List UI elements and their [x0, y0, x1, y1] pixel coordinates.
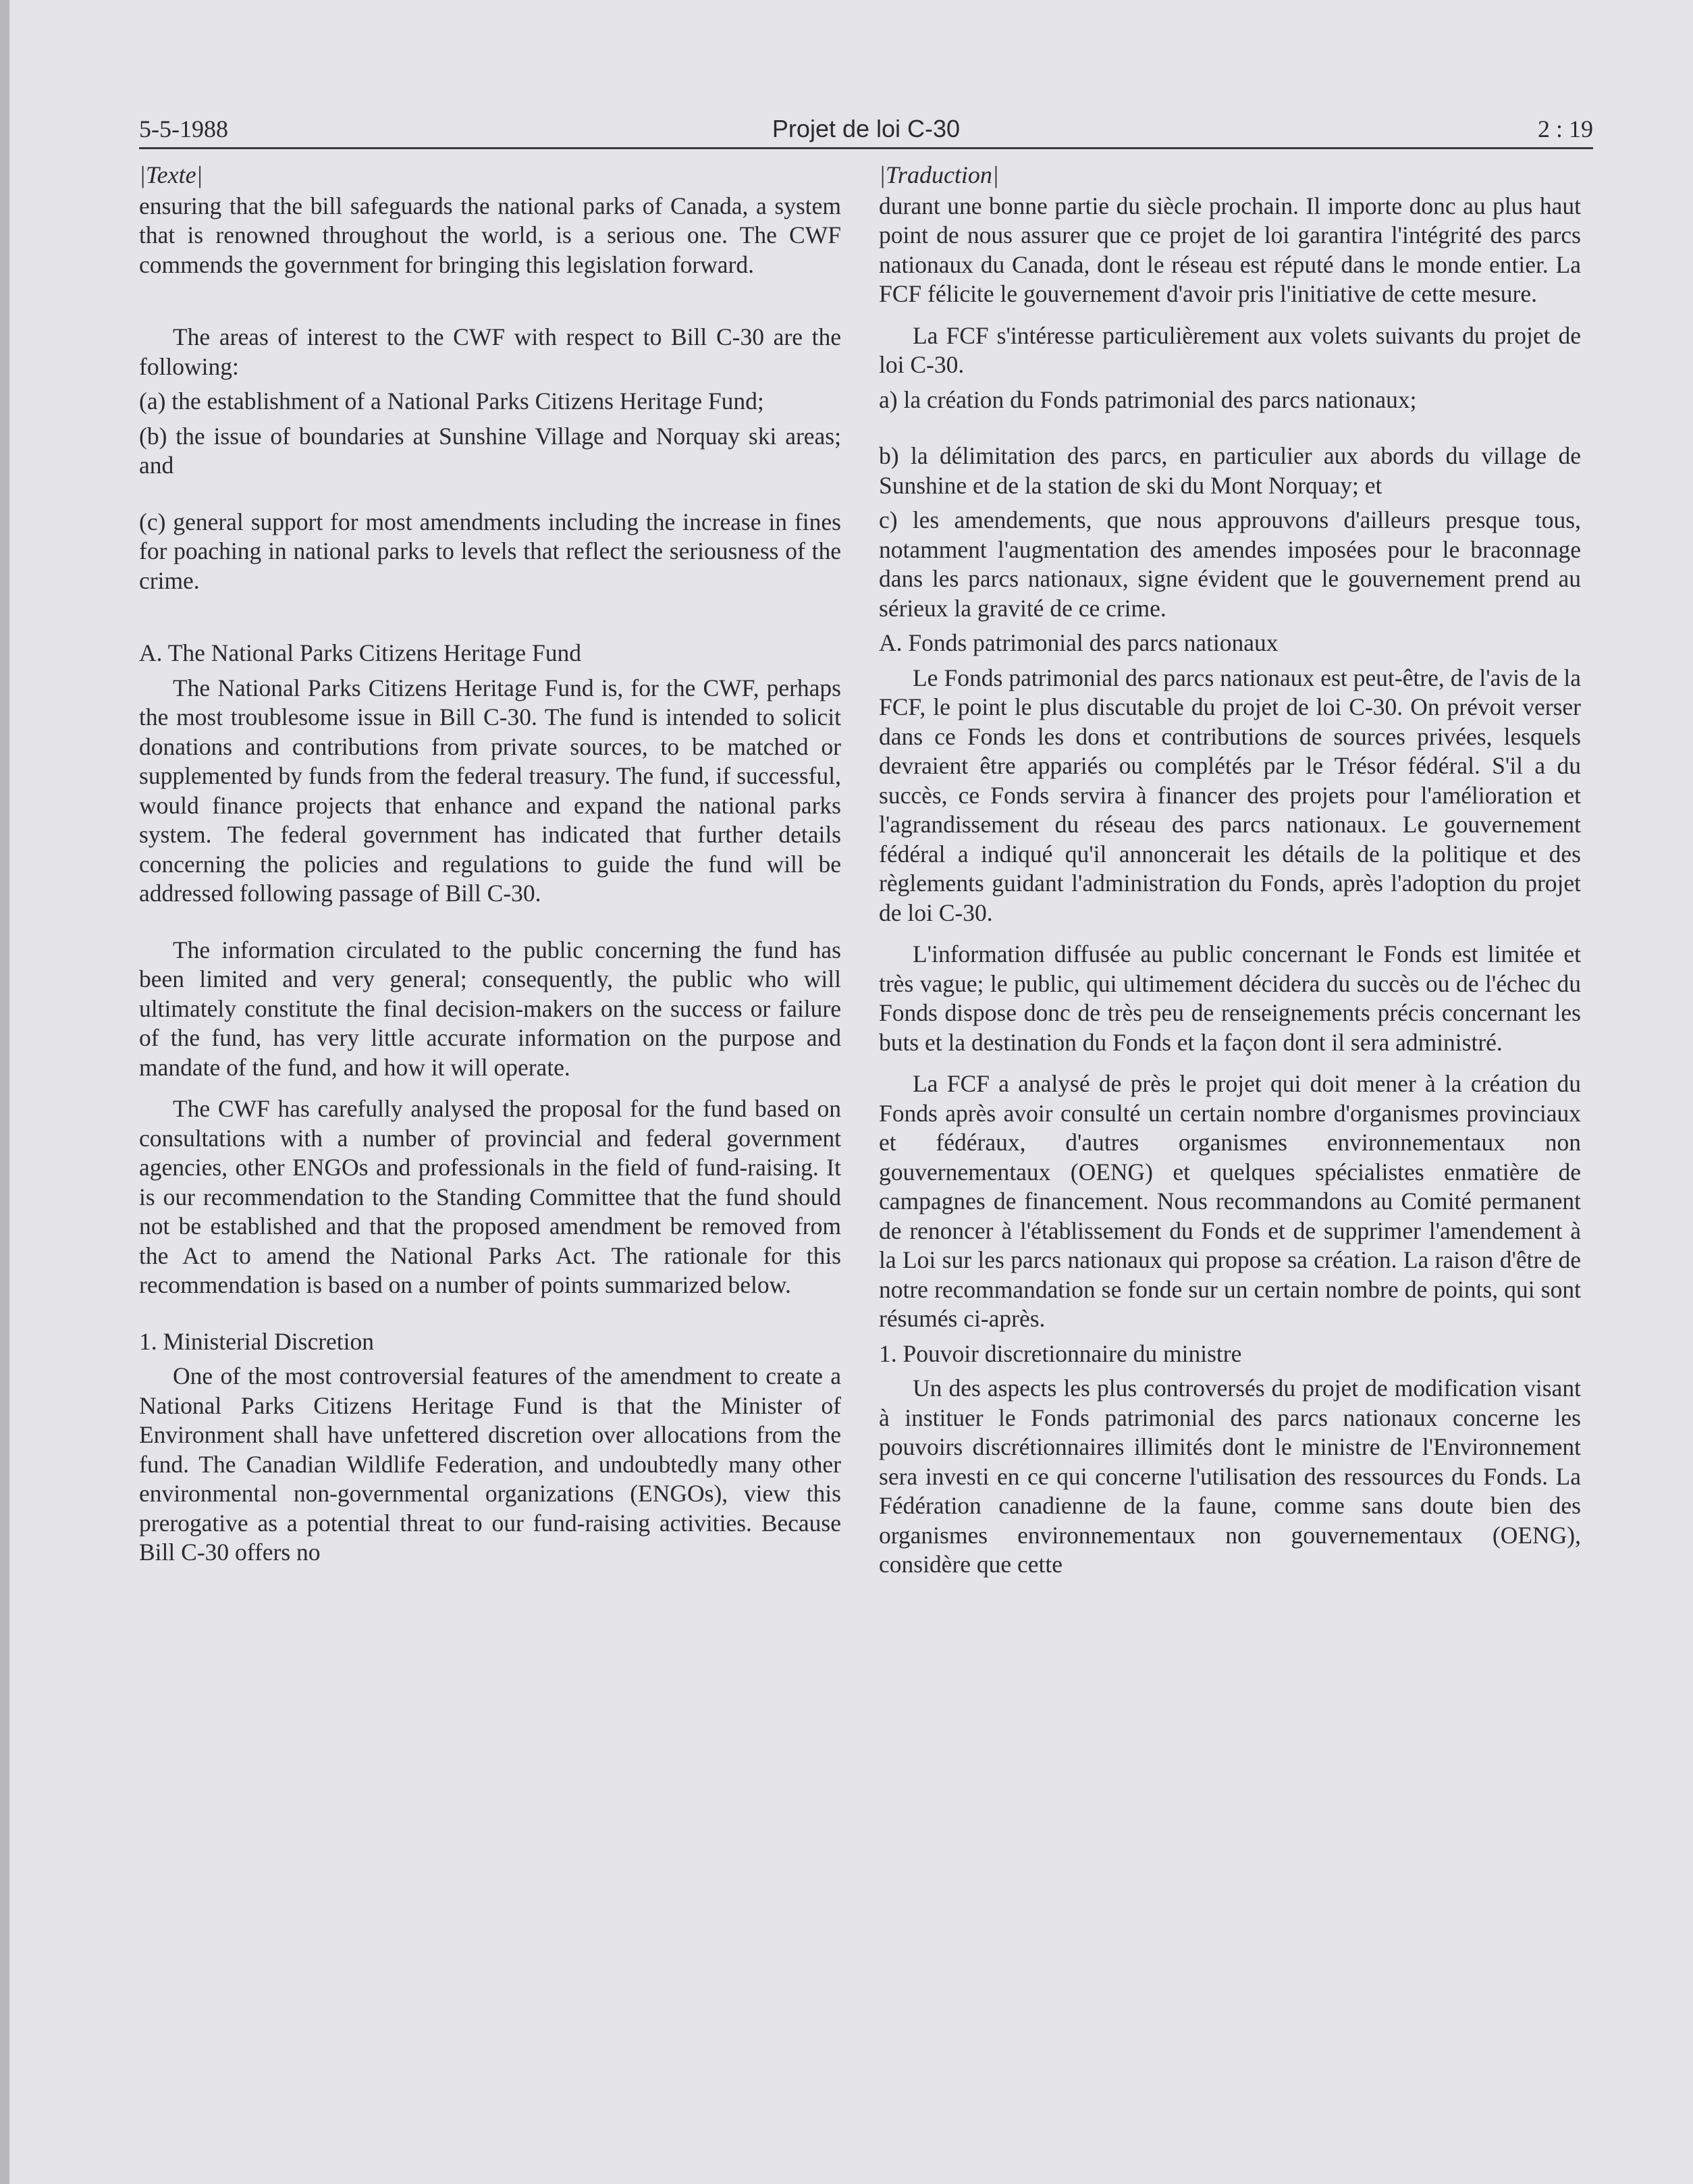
- paragraph: durant une bonne partie du siècle prochain. Il importe donc au plus haut point de nous assurer que ce projet de loi garantira l'intégrité des parcs nationaux du Canada, dont le réseau est réputé dans le monde entier. La FCF félicite le gouvernement d'avoir pris l'initiative de cette mesure.: [879, 192, 1581, 307]
- paragraph: The areas of interest to the CWF with respect to Bill C-30 are the following:: [139, 323, 841, 380]
- header-title: Projet de loi C-30: [772, 115, 961, 142]
- list-item: b) la délimitation des parcs, en particulier aux abords du village de Sunshine et de la station de ski du Mont Norquay; et: [879, 442, 1581, 499]
- paragraph: La FCF s'intéresse particulièrement aux volets suivants du projet de loi C-30.: [879, 321, 1581, 378]
- paragraph: The National Parks Citizens Heritage Fund is, for the CWF, perhaps the most troublesome issue in Bill C-30. The fund is intended to solicit donations and contributions from private sources, to be matched or supplemented by funds from the federal treasury. The fund, if successful, would finance projects that enhance and expand the national parks system. The federal government has indicated that further details concerning the policies and regulations to guide the fund will be addressed following passage of Bill C-30.: [139, 674, 841, 907]
- list-item: a) la création du Fonds patrimonial des parcs nationaux;: [879, 385, 1417, 413]
- paragraph: The information circulated to the public concerning the fund has been limited and very general; consequently, the public who will ultimately constitute the final decision-makers on the success or failure of the fund, has very little accurate information on the purpose and mandate of the fund, and how it will operate.: [139, 936, 841, 1081]
- paragraph: Un des aspects les plus controversés du projet de modification visant à instituer le Fonds patrimonial des parcs nationaux concerne les pouvoirs discrétionnaires illimités dont le ministre de l'Environnement sera investi en ce qui concerne l'utilisation des ressources du Fonds. La Fédération canadienne de la faune, comme sans doute bien des organismes environnementaux non gouvernementaux (OENG), considère que cette: [879, 1375, 1581, 1578]
- page-header: [139, 108, 1593, 149]
- list-item: (c) general support for most amendments including the increase in fines for poaching in national parks to levels that reflect the seriousness of the crime.: [139, 508, 841, 594]
- section-heading: A. The National Parks Citizens Heritage Fund: [139, 639, 581, 666]
- french-column: [879, 161, 1581, 1580]
- list-item: (a) the establishment of a National Parks Citizens Heritage Fund;: [139, 388, 764, 415]
- column-tag: |Traduction|: [879, 161, 999, 188]
- document-page: [9, 0, 1693, 2184]
- section-heading: A. Fonds patrimonial des parcs nationaux: [879, 629, 1279, 656]
- list-item: c) les amendements, que nous approuvons d'ailleurs presque tous, notamment l'augmentation des amendes imposées pour le braconnage dans les parcs nationaux, signe évident que le gouvernement prend au sérieux la gravité de ce crime.: [879, 506, 1581, 622]
- paragraph: ensuring that the bill safeguards the national parks of Canada, a system that is renowned throughout the world, is a serious one. The CWF commends the government for bringing this legislation forward.: [139, 192, 841, 278]
- section-heading: 1. Ministerial Discretion: [139, 1327, 375, 1355]
- header-date: 5-5-1988: [139, 115, 228, 142]
- section-heading: 1. Pouvoir discretionnaire du ministre: [879, 1339, 1242, 1367]
- list-item: (b) the issue of boundaries at Sunshine Village and Norquay ski areas; and: [139, 422, 841, 479]
- english-column: [139, 161, 841, 1568]
- paragraph: The CWF has carefully analysed the proposal for the fund based on consultations with a number of provincial and federal government agencies, other ENGOs and professionals in the field of fund-raising. It is our recommendation to the Standing Committee that the fund should not be established and that the proposed amendment be removed from the Act to amend the National Parks Act. The rationale for this recommendation is based on a number of points summarized below.: [139, 1095, 841, 1298]
- column-tag: |Texte|: [139, 161, 203, 188]
- paragraph: L'information diffusée au public concernant le Fonds est limitée et très vague; le public, qui ultimement décidera du succès ou de l'échec du Fonds dispose donc de très peu de renseignements précis concernant les buts et la destination du Fonds et la façon dont il sera administré.: [879, 940, 1581, 1056]
- paragraph: Le Fonds patrimonial des parcs nationaux est peut-être, de l'avis de la FCF, le point le plus discutable du projet de loi C-30. On prévoit verser dans ce Fonds les dons et contributions de sources privées, lesquels devraient être appariés ou complétés par le Trésor fédéral. S'il a du succès, ce Fonds servira à financer des projets pour l'amélioration et l'agrandissement du réseau des parcs nationaux. Le gouvernement fédéral a indiqué qu'il annoncerait les détails de la politique et des règlements guidant l'administration du Fonds, après l'adoption du projet de loi C-30.: [879, 664, 1581, 926]
- header-page-number: 2 : 19: [1537, 115, 1593, 142]
- paragraph: La FCF a analysé de près le projet qui doit mener à la création du Fonds après avoir consulté un certain nombre d'organismes provinciaux et fédéraux, d'autres organismes environnementaux non gouvernementaux (OENG) et quelques spécialistes enmatière de campagnes de financement. Nous recommandons au Comité permanent de renoncer à l'établissement du Fonds et de supprimer l'amendement à la Loi sur les parcs nationaux qui propose sa création. La raison d'être de notre recommandation se fonde sur un certain nombre de points, qui sont résumés ci-après.: [879, 1070, 1581, 1332]
- paragraph: One of the most controversial features of the amendment to create a National Parks Citizens Heritage Fund is that the Minister of Environment shall have unfettered discretion over allocations from the fund. The Canadian Wildlife Federation, and undoubtedly many other environmental non-governmental organizations (ENGOs), view this prerogative as a potential threat to our fund-raising activities. Because Bill C-30 offers no: [139, 1362, 841, 1566]
